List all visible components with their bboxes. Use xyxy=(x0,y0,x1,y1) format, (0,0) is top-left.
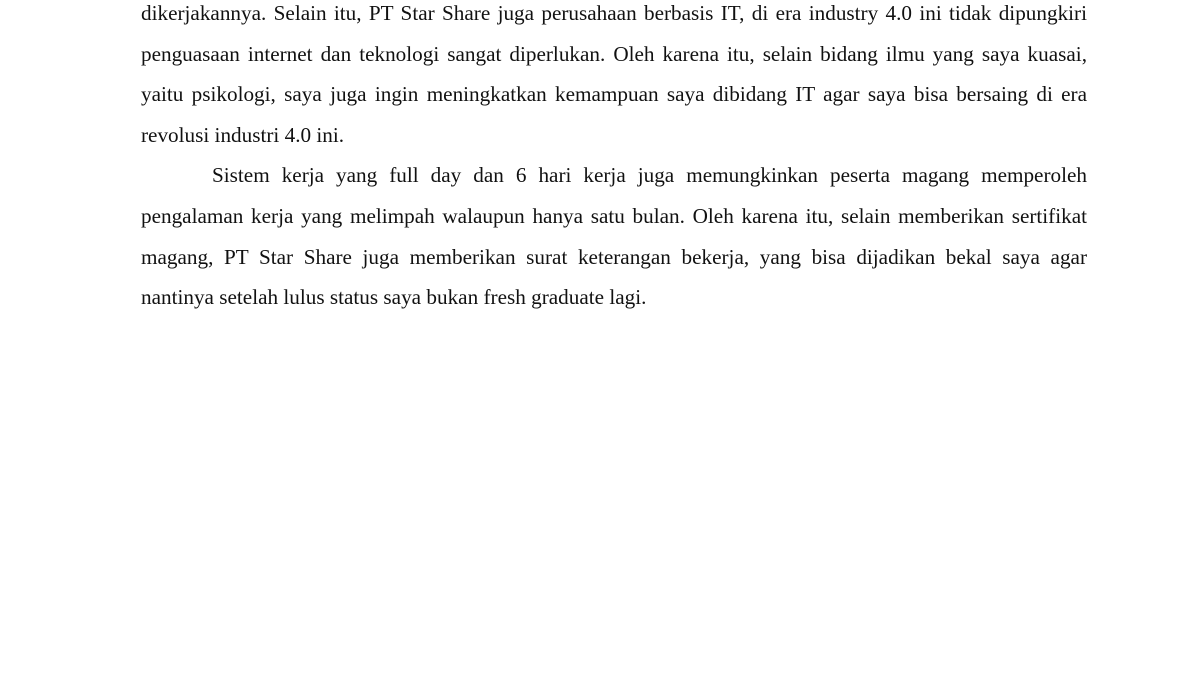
paragraph-work-system: Sistem kerja yang full day dan 6 hari kerja juga memungkinkan peserta magang memperoleh pengalaman kerja yang melimpah walaupun hanya satu bulan. Oleh karena itu, selain memberikan sertifikat magang, PT Star Share juga memberikan surat keterangan bekerja, yang bisa dijadikan bekal saya agar nantinya setelah lulus status saya bukan fresh graduate lagi. xyxy=(141,163,1087,310)
document-body xyxy=(141,0,1087,318)
paragraph-continuation: dikerjakannya. Selain itu, PT Star Share juga perusahaan berbasis IT, di era industry 4.0 ini tidak dipungkiri penguasaan internet dan teknologi sangat diperlukan. Oleh karena itu, selain bidang ilmu yang saya kuasai, yaitu psikologi, saya juga ingin meningkatkan kemampuan saya dibidang IT agar saya bisa bersaing di era revolusi industri 4.0 ini. xyxy=(141,1,1087,147)
